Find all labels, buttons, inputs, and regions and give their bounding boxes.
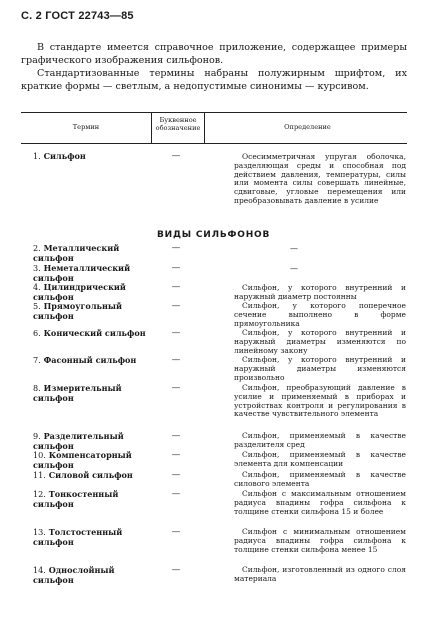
letter-cell: — — [171, 151, 181, 161]
definition-cell: Сильфон, у которого поперечное сечение выполнено в форме прямоугольника — [234, 301, 406, 328]
table-header-rule — [21, 143, 407, 144]
intro-paragraph-2: Стандартизованные термины набраны полужирным шрифтом, их краткие формы — светлым, а недопустимые синонимы — курсивом. — [21, 68, 407, 92]
term-cell: 12. Тонкостенный сильфон — [33, 489, 119, 509]
letter-cell: — — [171, 328, 181, 338]
definition-cell: Сильфон, преобразующий давление в усилие и применяемый в приборах и устройствах контроля и регулирования в качестве чувствительного элемента — [234, 383, 406, 419]
letter-cell: — — [171, 301, 181, 311]
term-cell: 6. Конический сильфон — [33, 328, 146, 338]
letter-cell: — — [171, 431, 181, 441]
letter-cell: — — [171, 489, 181, 499]
term-cell: 11. Силовой сильфон — [33, 470, 133, 480]
letter-cell: — — [171, 470, 181, 480]
section-title: ВИДЫ СИЛЬФОНОВ — [157, 230, 271, 240]
definition-cell: Осесимметричная упругая оболочка, разделяющая среды и способная под действием давления, температуры, силы или момента силы совершать линейные, сдвиговые, угловые перемещения или преобразовывать давление в усилие — [234, 152, 406, 205]
term-cell: 5. Прямоугольный сильфон — [33, 301, 123, 321]
definition-cell: Сильфон, применяемый в качестве элемента для компенсации — [234, 450, 406, 468]
definition-cell: Сильфон с максимальным отношением радиуса впадины гофра сильфона к толщине стенки сильфона 15 и более — [234, 489, 406, 516]
letter-cell: — — [171, 527, 181, 537]
header-letter: Буквенное обозначение — [155, 116, 201, 132]
term-cell: 7. Фасонный сильфон — [33, 355, 137, 365]
letter-cell: — — [171, 383, 181, 393]
term-cell: 13. Толстостенный сильфон — [33, 527, 123, 547]
definition-cell: Сильфон, у которого внутренний и наружный диаметры изменяются по линейному закону — [234, 328, 406, 355]
term-cell: 8. Измерительный сильфон — [33, 383, 122, 403]
header-definition: Определение — [284, 123, 331, 131]
letter-cell: — — [171, 565, 181, 575]
definition-cell: Сильфон с минимальным отношением радиуса впадины гофра сильфона к толщине стенки сильфона менее 15 — [234, 527, 406, 554]
definition-cell: — — [290, 264, 298, 273]
definition-cell: Сильфон, изготовленный из одного слоя материала — [234, 565, 406, 583]
definition-cell: Сильфон, применяемый в качестве разделителя сред — [234, 431, 406, 449]
term-cell: 9. Разделительный сильфон — [33, 431, 124, 451]
definition-cell: Сильфон, у которого внутренний и наружный диаметр постоянны — [234, 283, 406, 301]
intro-paragraph-1: В стандарте имеется справочное приложение, содержащее примеры графического изображения сильфонов. — [21, 42, 407, 66]
definition-cell: Сильфон, применяемый в качестве силового элемента — [234, 470, 406, 488]
definition-cell: — — [290, 244, 298, 253]
page-header: С. 2 ГОСТ 22743—85 — [21, 10, 134, 22]
letter-cell: — — [171, 243, 181, 253]
term-cell: 1. Сильфон — [33, 151, 86, 161]
term-cell: 2. Металлический сильфон — [33, 243, 120, 263]
header-divider-1 — [151, 112, 152, 143]
term-cell: 10. Компенсаторный сильфон — [33, 450, 132, 470]
term-cell: 4. Цилиндрический сильфон — [33, 282, 126, 302]
letter-cell: — — [171, 450, 181, 460]
definition-cell: Сильфон, у которого внутренний и наружный диаметры изменяются произвольно — [234, 355, 406, 382]
table-top-rule — [21, 112, 407, 113]
term-cell: 14. Однослойный сильфон — [33, 565, 115, 585]
letter-cell: — — [171, 355, 181, 365]
term-cell: 3. Неметаллический сильфон — [33, 263, 131, 283]
header-term: Термин — [72, 123, 100, 131]
header-divider-2 — [204, 112, 205, 143]
letter-cell: — — [171, 263, 181, 273]
letter-cell: — — [171, 282, 181, 292]
